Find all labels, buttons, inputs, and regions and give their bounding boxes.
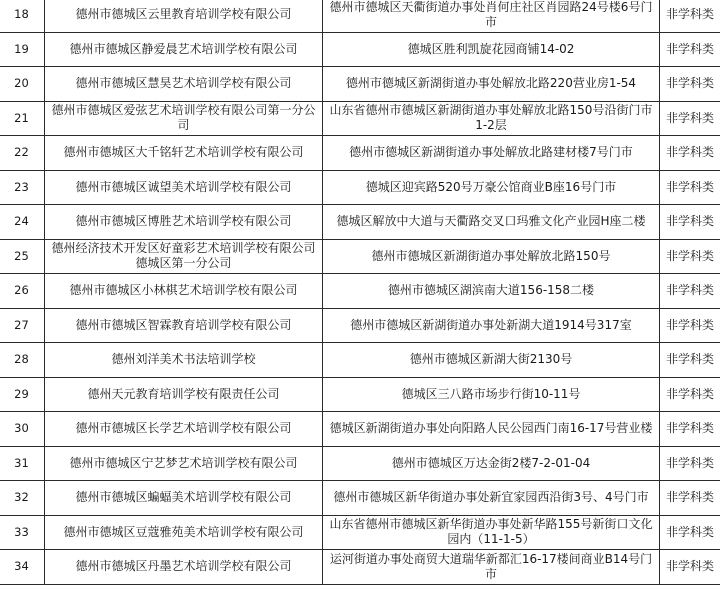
table-row	[0, 136, 720, 171]
school-name: 德州市德城区云里教育培训学校有限公司	[45, 0, 323, 32]
row-number: 26	[0, 274, 45, 309]
table-row	[0, 274, 720, 309]
school-category: 非学科类	[660, 343, 720, 378]
row-number: 31	[0, 446, 45, 481]
school-address: 德州市德城区天衢街道办事处肖何庄社区肖园路24号楼6号门市	[323, 0, 660, 32]
school-name: 德州市德城区静爱晨艺术培训学校有限公司	[45, 32, 323, 67]
school-category: 非学科类	[660, 67, 720, 102]
school-category: 非学科类	[660, 377, 720, 412]
school-category: 非学科类	[660, 515, 720, 550]
school-category: 非学科类	[660, 308, 720, 343]
table-row	[0, 239, 720, 274]
row-number: 28	[0, 343, 45, 378]
school-address: 德州市德城区新湖街道办事处新湖大道1914号317室	[323, 308, 660, 343]
school-name: 德州市德城区智霖教育培训学校有限公司	[45, 308, 323, 343]
school-category: 非学科类	[660, 412, 720, 447]
school-address: 德城区三八路市场步行街10-11号	[323, 377, 660, 412]
row-number: 19	[0, 32, 45, 67]
row-number: 29	[0, 377, 45, 412]
row-number: 21	[0, 101, 45, 136]
school-address: 运河街道办事处商贸大道瑞华新都汇16-17楼间商业B14号门市	[323, 550, 660, 585]
row-number: 27	[0, 308, 45, 343]
table-row	[0, 446, 720, 481]
school-name: 德州市德城区博胜艺术培训学校有限公司	[45, 205, 323, 240]
school-address: 德州市德城区新湖街道办事处解放北路220营业房1-54	[323, 67, 660, 102]
school-name: 德州市德城区宁艺梦艺术培训学校有限公司	[45, 446, 323, 481]
school-name: 德州市德城区蝙蝠美术培训学校有限公司	[45, 481, 323, 516]
school-name: 德州市德城区丹墨艺术培训学校有限公司	[45, 550, 323, 585]
school-address: 德州市德城区新湖街道办事处解放北路建材楼7号门市	[323, 136, 660, 171]
row-number: 22	[0, 136, 45, 171]
school-category: 非学科类	[660, 32, 720, 67]
row-number: 32	[0, 481, 45, 516]
school-address: 德城区胜利凯旋花园商铺14-02	[323, 32, 660, 67]
table-row	[0, 32, 720, 67]
row-number: 34	[0, 550, 45, 585]
table-row	[0, 205, 720, 240]
table-row	[0, 481, 720, 516]
school-category: 非学科类	[660, 274, 720, 309]
school-name: 德州市德城区小林棋艺术培训学校有限公司	[45, 274, 323, 309]
table-row	[0, 0, 720, 32]
school-address: 德州市德城区万达金街2楼7-2-01-04	[323, 446, 660, 481]
school-name: 德州市德城区大千铭轩艺术培训学校有限公司	[45, 136, 323, 171]
table-row	[0, 412, 720, 447]
school-address: 德城区迎宾路520号万豪公馆商业B座16号门市	[323, 170, 660, 205]
school-address: 德州市德城区湖滨南大道156-158二楼	[323, 274, 660, 309]
school-category: 非学科类	[660, 170, 720, 205]
school-category: 非学科类	[660, 205, 720, 240]
row-number: 33	[0, 515, 45, 550]
school-address: 山东省德州市德城区新华街道办事处新华路155号新街口文化园内（11-1-5）	[323, 515, 660, 550]
school-name: 德州市德城区诚望美术培训学校有限公司	[45, 170, 323, 205]
table-row	[0, 308, 720, 343]
school-category: 非学科类	[660, 481, 720, 516]
school-address: 德州市德城区新华街道办事处新宜家园西沿街3号、4号门市	[323, 481, 660, 516]
school-category: 非学科类	[660, 101, 720, 136]
row-number: 24	[0, 205, 45, 240]
school-address: 德州市德城区新湖大街2130号	[323, 343, 660, 378]
table-row	[0, 377, 720, 412]
school-category: 非学科类	[660, 136, 720, 171]
school-name: 德州市德城区长学艺术培训学校有限公司	[45, 412, 323, 447]
table-row	[0, 515, 720, 550]
row-number: 20	[0, 67, 45, 102]
school-address: 德城区解放中大道与天衢路交叉口玛雅文化产业园H座二楼	[323, 205, 660, 240]
row-number: 25	[0, 239, 45, 274]
row-number: 30	[0, 412, 45, 447]
school-category: 非学科类	[660, 0, 720, 32]
school-address: 山东省德州市德城区新湖街道办事处解放北路150号沿街门市1-2层	[323, 101, 660, 136]
table-row	[0, 101, 720, 136]
school-name: 德州刘洋美术书法培训学校	[45, 343, 323, 378]
school-name: 德州市德城区爱弦艺术培训学校有限公司第一分公司	[45, 101, 323, 136]
school-category: 非学科类	[660, 446, 720, 481]
school-name: 德州天元教育培训学校有限责任公司	[45, 377, 323, 412]
school-category: 非学科类	[660, 550, 720, 585]
school-category: 非学科类	[660, 239, 720, 274]
table-row	[0, 550, 720, 585]
school-address: 德城区新湖街道办事处向阳路人民公园西门南16-17号营业楼	[323, 412, 660, 447]
school-address: 德州市德城区新湖街道办事处解放北路150号	[323, 239, 660, 274]
row-number: 18	[0, 0, 45, 32]
school-name: 德州经济技术开发区好童彩艺术培训学校有限公司德城区第一分公司	[45, 239, 323, 274]
school-name: 德州市德城区慧昊艺术培训学校有限公司	[45, 67, 323, 102]
table-row	[0, 170, 720, 205]
school-name: 德州市德城区豆蔻雅苑美术培训学校有限公司	[45, 515, 323, 550]
row-number: 23	[0, 170, 45, 205]
table-row	[0, 67, 720, 102]
table-row	[0, 343, 720, 378]
